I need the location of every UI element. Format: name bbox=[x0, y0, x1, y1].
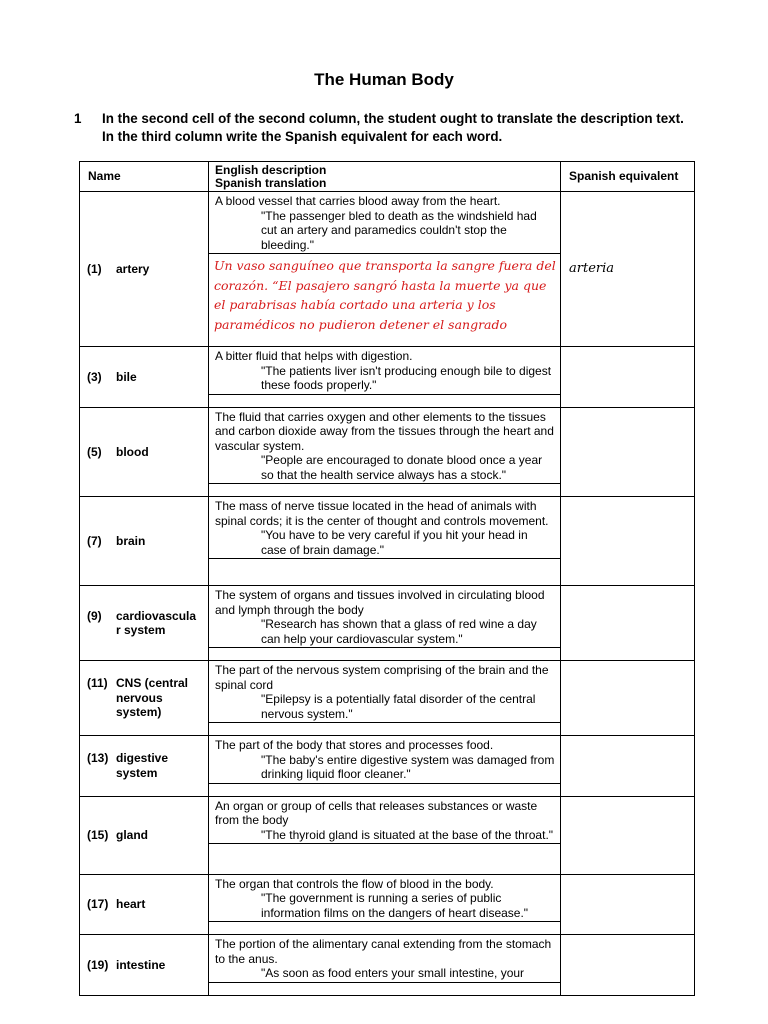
term-name: bile bbox=[116, 369, 137, 384]
definition-text: The mass of nerve tissue located in the head of animals with spinal cords; it is the center of thought and controls movement. bbox=[215, 499, 549, 528]
example-sentence: "People are encouraged to donate blood once a year so that the health service always has a stock." bbox=[261, 453, 543, 482]
instruction-text: In the second cell of the second column, the student ought to translate the description text. In the third column write the Spanish equivalent for each word. bbox=[102, 111, 684, 144]
english-description bbox=[209, 797, 560, 844]
term-number: (1) bbox=[87, 261, 102, 276]
term-number: (17) bbox=[87, 897, 109, 911]
table-row bbox=[80, 796, 695, 874]
term-cell bbox=[80, 935, 209, 996]
example-sentence: "Research has shown that a glass of red wine a day can help your cardiovascular system." bbox=[261, 617, 537, 646]
term-name: blood bbox=[116, 444, 149, 459]
english-description bbox=[209, 192, 560, 253]
vocabulary-table bbox=[79, 161, 695, 996]
spanish-equivalent-field[interactable] bbox=[561, 736, 695, 797]
example-sentence: "The patients liver isn't producing enough bile to digest these foods properly." bbox=[261, 363, 552, 392]
spanish-equivalent-field[interactable] bbox=[561, 874, 695, 935]
spanish-equivalent-field[interactable] bbox=[561, 407, 695, 497]
term-number: (15) bbox=[87, 827, 109, 842]
description-cell bbox=[209, 736, 561, 797]
term-number: (19) bbox=[87, 957, 109, 972]
description-cell bbox=[209, 661, 561, 736]
header-name: Name bbox=[80, 162, 209, 192]
term-number: (3) bbox=[87, 369, 102, 384]
spanish-equivalent-field[interactable] bbox=[561, 586, 695, 661]
definition-text: An organ or group of cells that releases substances or waste from the body bbox=[215, 798, 538, 827]
table-row bbox=[80, 661, 695, 736]
page-title: The Human Body bbox=[314, 70, 454, 89]
spanish-equivalent-field[interactable] bbox=[561, 796, 695, 874]
spanish-equivalent-field[interactable] bbox=[561, 497, 695, 586]
description-cell bbox=[209, 935, 561, 996]
table-row bbox=[80, 192, 695, 347]
term-cell bbox=[80, 497, 209, 586]
term-name: brain bbox=[116, 533, 146, 548]
spanish-equivalent-field[interactable] bbox=[561, 935, 695, 996]
term-name: intestine bbox=[116, 957, 166, 972]
example-sentence: "Epilepsy is a potentially fatal disorder of the central nervous system." bbox=[261, 692, 536, 721]
spanish-translation-field[interactable] bbox=[209, 394, 560, 407]
term-cell bbox=[80, 661, 209, 736]
term-cell bbox=[80, 347, 209, 408]
spanish-translation-field[interactable] bbox=[209, 843, 560, 856]
term-cell bbox=[80, 192, 209, 347]
header-description bbox=[209, 162, 561, 192]
definition-text: The portion of the alimentary canal extending from the stomach to the anus. bbox=[215, 937, 552, 966]
spanish-equivalent-field[interactable]: arteria bbox=[561, 192, 695, 347]
term-name: cardiovascula r system bbox=[116, 608, 197, 637]
table-row bbox=[80, 935, 695, 996]
term-number: (13) bbox=[87, 751, 109, 766]
spanish-translation-field[interactable] bbox=[209, 647, 560, 660]
table-row bbox=[80, 736, 695, 797]
spanish-translation-field[interactable] bbox=[209, 483, 560, 496]
table-header-row bbox=[80, 162, 695, 192]
term-cell bbox=[80, 796, 209, 874]
definition-text: The system of organs and tissues involved in circulating blood and lymph through the body bbox=[215, 588, 545, 617]
term-cell bbox=[80, 407, 209, 497]
description-cell bbox=[209, 874, 561, 935]
english-description bbox=[209, 661, 560, 722]
description-cell bbox=[209, 497, 561, 586]
english-description bbox=[209, 408, 560, 484]
example-sentence: "As soon as food enters your small intestine, your bbox=[261, 966, 525, 980]
term-number: (9) bbox=[87, 608, 102, 623]
term-name: CNS (central nervous system) bbox=[116, 676, 189, 720]
table-row bbox=[80, 497, 695, 586]
english-description bbox=[209, 586, 560, 647]
term-number: (7) bbox=[87, 533, 102, 548]
term-cell bbox=[80, 736, 209, 797]
description-cell bbox=[209, 586, 561, 661]
spanish-equivalent-field[interactable] bbox=[561, 347, 695, 408]
spanish-equivalent-field[interactable] bbox=[561, 661, 695, 736]
spanish-translation-field[interactable] bbox=[209, 982, 560, 995]
header-spanish: Spanish equivalent bbox=[561, 162, 695, 192]
spanish-translation-field[interactable]: Un vaso sanguíneo que transporta la sangre fuera del corazón. “El pasajero sangró hasta la muerte ya que el parabrisas había cortado una arteria y los paramédicos no pudieron detener el sangrado bbox=[209, 253, 560, 336]
english-description bbox=[209, 935, 560, 982]
description-cell bbox=[209, 796, 561, 874]
term-name: artery bbox=[116, 261, 150, 276]
english-description bbox=[209, 875, 560, 922]
header-desc-line2: Spanish translation bbox=[215, 175, 327, 190]
description-cell bbox=[209, 347, 561, 408]
spanish-translation-field[interactable] bbox=[209, 921, 560, 934]
description-cell bbox=[209, 192, 561, 347]
table-row bbox=[80, 407, 695, 497]
definition-text: The organ that controls the flow of blood in the body. bbox=[215, 876, 494, 891]
english-description bbox=[209, 347, 560, 394]
table-row bbox=[80, 347, 695, 408]
term-cell bbox=[80, 874, 209, 935]
english-description bbox=[209, 736, 560, 783]
term-name: digestive system bbox=[116, 751, 169, 780]
term-cell bbox=[80, 586, 209, 661]
example-sentence: "The government is running a series of public information films on the dangers of heart disease." bbox=[261, 891, 529, 920]
instruction-number: 1 bbox=[74, 111, 82, 126]
term-number: (11) bbox=[87, 676, 108, 691]
definition-text: A blood vessel that carries blood away from the heart. bbox=[215, 194, 501, 208]
term-name: gland bbox=[116, 827, 148, 842]
description-cell bbox=[209, 407, 561, 497]
definition-text: A bitter fluid that helps with digestion. bbox=[215, 349, 413, 363]
header-desc-line1: English description bbox=[215, 162, 327, 177]
english-description bbox=[209, 497, 560, 558]
example-sentence: "You have to be very careful if you hit your head in case of brain damage." bbox=[261, 528, 528, 557]
term-name: heart bbox=[116, 897, 146, 911]
spanish-translation-field[interactable] bbox=[209, 722, 560, 735]
definition-text: The fluid that carries oxygen and other elements to the tissues and carbon dioxide away from the tissues through the heart and vascular system. bbox=[215, 409, 554, 453]
example-sentence: "The thyroid gland is situated at the base of the throat." bbox=[261, 827, 554, 842]
example-sentence: "The baby's entire digestive system was damaged from drinking liquid floor cleaner." bbox=[261, 752, 555, 781]
example-sentence: "The passenger bled to death as the windshield had cut an artery and paramedics couldn't stop the bleeding." bbox=[261, 208, 537, 252]
table-row bbox=[80, 874, 695, 935]
spanish-translation-field[interactable] bbox=[209, 558, 560, 571]
table-row bbox=[80, 586, 695, 661]
definition-text: The part of the nervous system comprising of the brain and the spinal cord bbox=[215, 663, 549, 692]
definition-text: The part of the body that stores and processes food. bbox=[215, 738, 494, 752]
spanish-translation-field[interactable] bbox=[209, 783, 560, 796]
term-number: (5) bbox=[87, 444, 102, 459]
